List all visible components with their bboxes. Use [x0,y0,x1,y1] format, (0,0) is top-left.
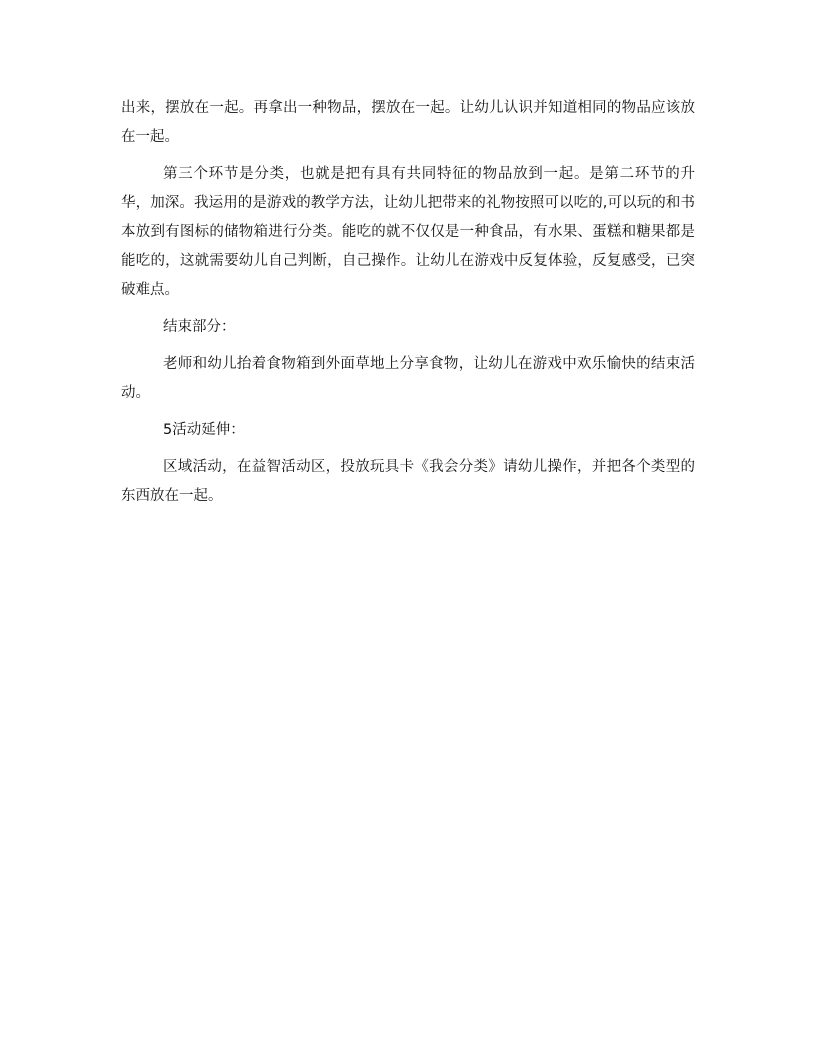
section-heading-ending: 结束部分： [163,319,236,335]
document-page [121,94,695,519]
paragraph-third-step-classification: 第三个环节是分类，也就是把有具有共同特征的物品放到一起。是第二环节的升华，加深。我运用的是游戏的教学方法，让幼儿把带来的礼物按照可以吃的,可以玩的和书本放到有图标的储物箱进行分类。能吃的就不仅仅是一种食品，有水果、蛋糕和糖果都是能吃的，这就需要幼儿自己判断，自己操作。让幼儿在游戏中反复体验，反复感受，已突破难点。 [121,166,695,298]
paragraph-ending-activity: 老师和幼儿抬着食物箱到外面草地上分享食物，让幼儿在游戏中欢乐愉快的结束活动。 [121,356,695,401]
paragraph-continuation: 出来，摆放在一起。再拿出一种物品，摆放在一起。让幼儿认识并知道相同的物品应该放在一起。 [121,100,695,145]
paragraph-area-activity: 区域活动，在益智活动区，投放玩具卡《我会分类》请幼儿操作，并把各个类型的东西放在一起。 [121,459,695,504]
section-heading-extension: 5活动延伸： [163,422,245,438]
